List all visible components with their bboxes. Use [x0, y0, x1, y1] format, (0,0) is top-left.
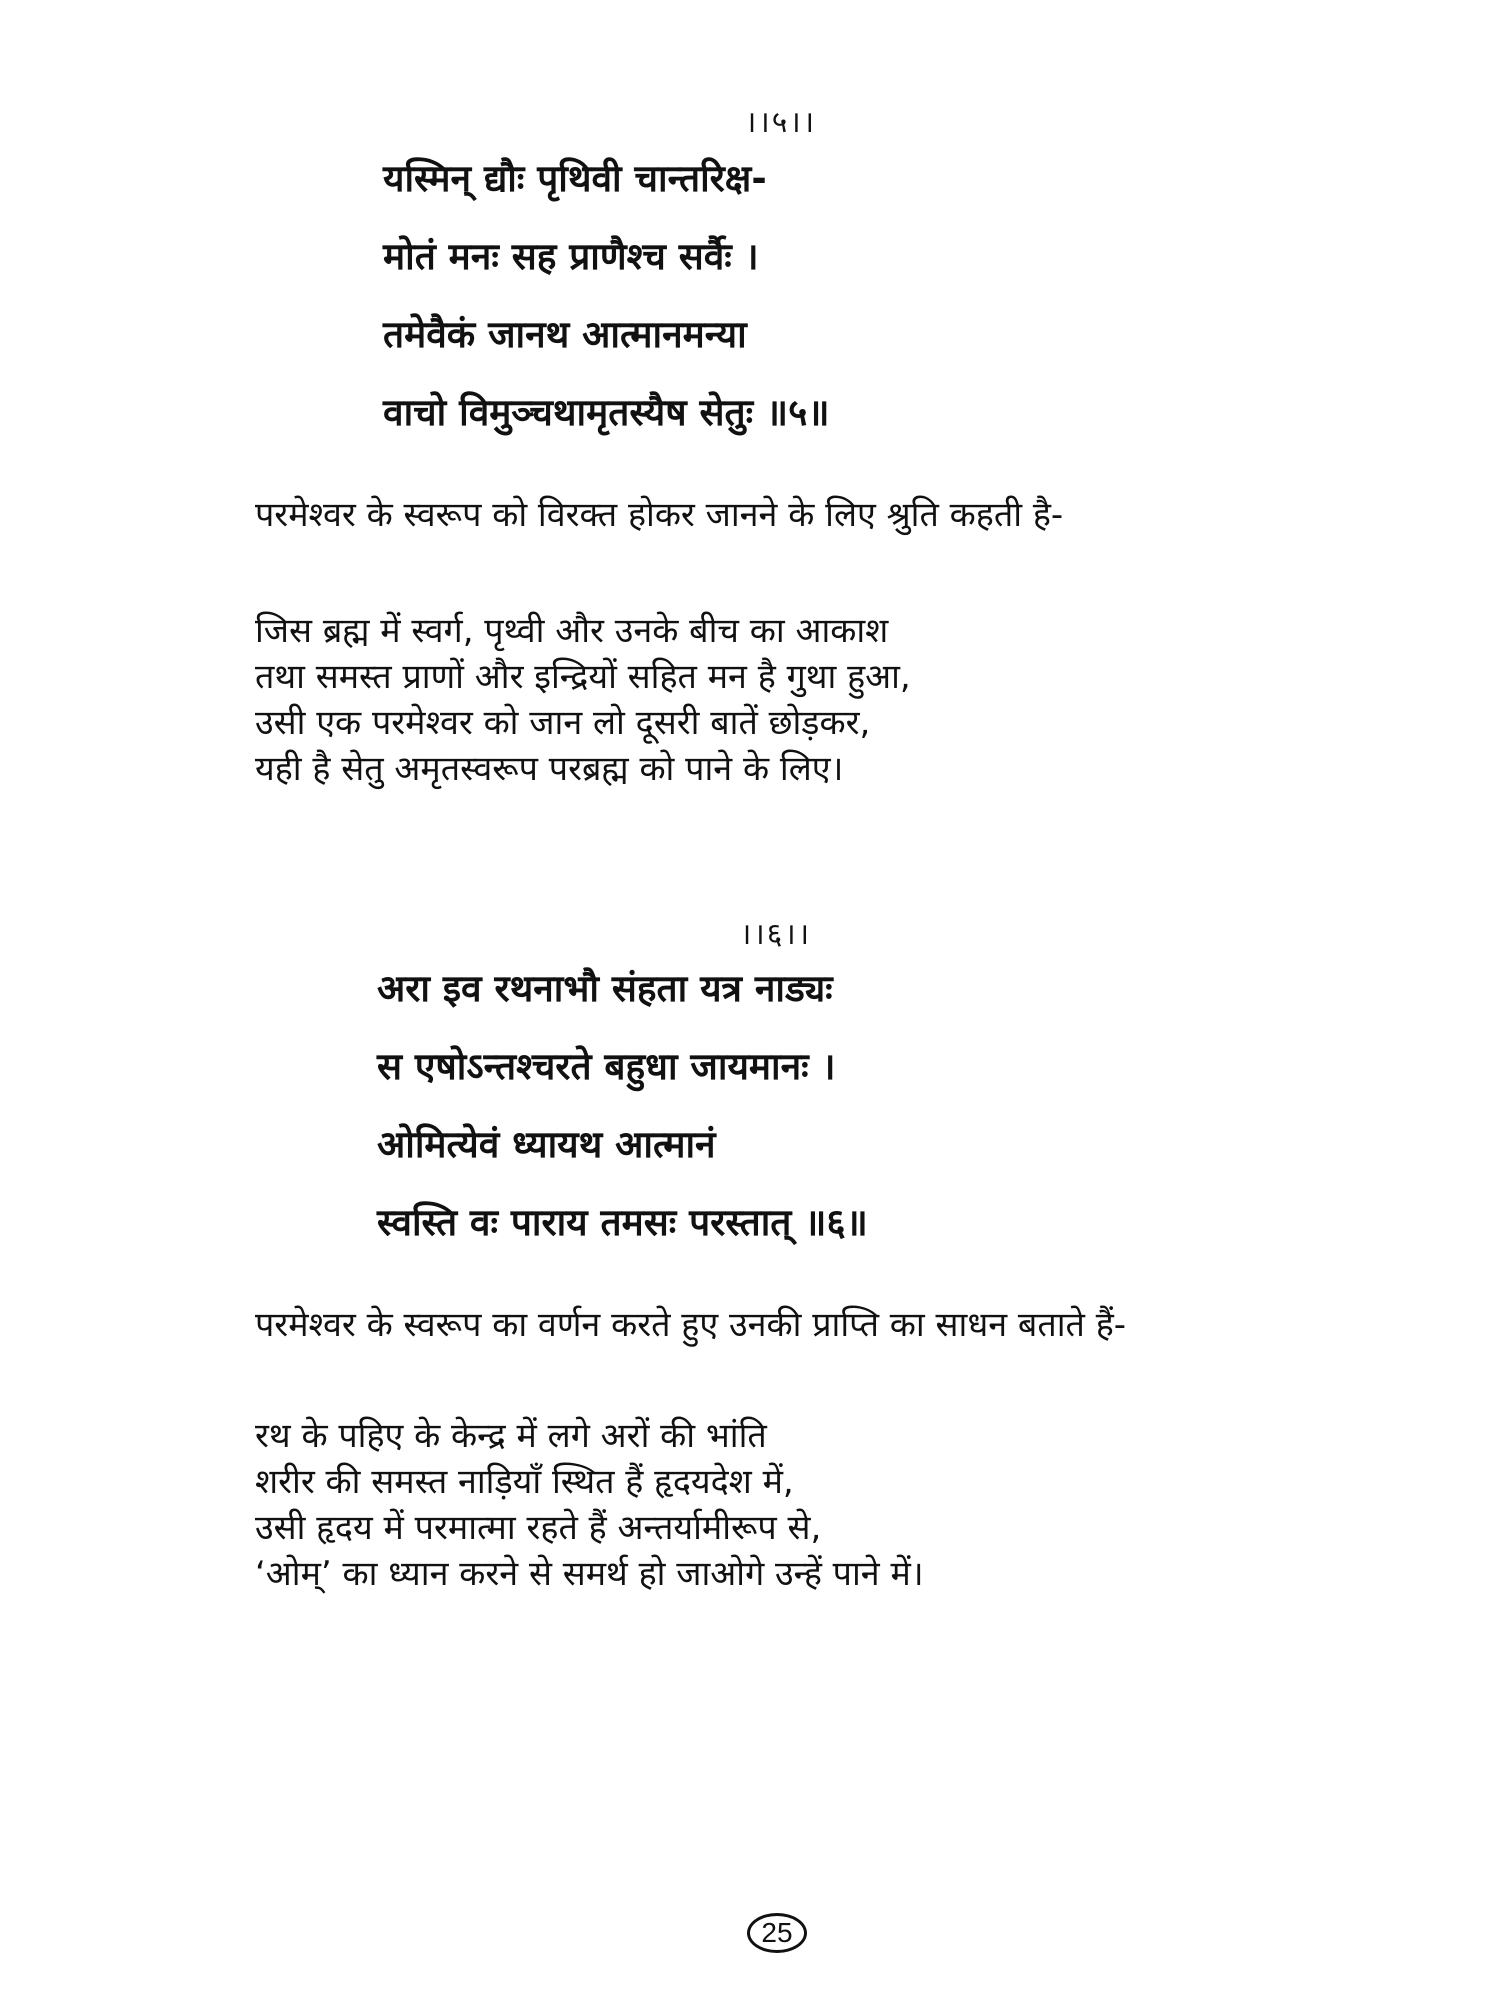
shloka-line: मोतं मनः सह प्राणैश्च सर्वैः ।: [383, 235, 759, 278]
commentary-intro-5: परमेश्वर के स्वरूप को विरक्त होकर जानने के लिए श्रुति कहती है-: [255, 495, 1064, 535]
verse-number-6: ।।६।।: [740, 917, 812, 952]
shloka-line: स एषोऽन्तश्चरते बहुधा जायमानः ।: [377, 1045, 836, 1088]
translation-line: रथ के पहिए के केन्द्र में लगे अरों की भांति: [255, 1416, 767, 1456]
shloka-line: अरा इव रथनाभौ संहता यत्र नाड्यः: [377, 967, 833, 1010]
translation-line: उसी हृदय में परमात्मा रहते हैं अन्तर्यामीरूप से,: [255, 1508, 822, 1548]
hindi-translation-6: [255, 1413, 924, 1597]
shloka-line: ओमित्येवं ध्यायथ आत्मानं: [377, 1123, 716, 1166]
page-number: 25: [747, 1913, 807, 1953]
shloka-line: यस्मिन् द्यौः पृथिवी चान्तरिक्ष-: [383, 157, 767, 200]
translation-line: यही है सेतु अमृतस्वरूप परब्रह्म को पाने के लिए।: [255, 749, 844, 789]
sanskrit-shloka-6: [377, 950, 868, 1262]
translation-line: जिस ब्रह्म में स्वर्ग, पृथ्वी और उनके बीच का आकाश: [255, 611, 889, 651]
translation-line: तथा समस्त प्राणों और इन्द्रियों सहित मन है गुथा हुआ,: [255, 657, 911, 697]
commentary-intro-6: परमेश्वर के स्वरूप का वर्णन करते हुए उनकी प्राप्ति का साधन बताते हैं-: [255, 1305, 1127, 1345]
shloka-line: तमेवैकं जानथ आत्मानमन्या: [383, 313, 747, 356]
translation-line: ‘ओम्’ का ध्यान करने से समर्थ हो जाओगे उन्हें पाने में।: [255, 1554, 924, 1594]
shloka-line: स्वस्ति वः पाराय तमसः परस्तात् ॥६॥: [377, 1201, 868, 1244]
translation-line: उसी एक परमेश्वर को जान लो दूसरी बातें छोड़कर,: [255, 703, 871, 743]
translation-line: शरीर की समस्त नाड़ियाँ स्थित हैं हृदयदेश में,: [255, 1462, 794, 1502]
sanskrit-shloka-5: [383, 140, 830, 452]
shloka-line: वाचो विमुञ्चथामृतस्यैष सेतुः ॥५॥: [383, 391, 830, 434]
hindi-translation-5: [255, 608, 911, 792]
verse-number-5: ।।५।।: [745, 105, 817, 140]
